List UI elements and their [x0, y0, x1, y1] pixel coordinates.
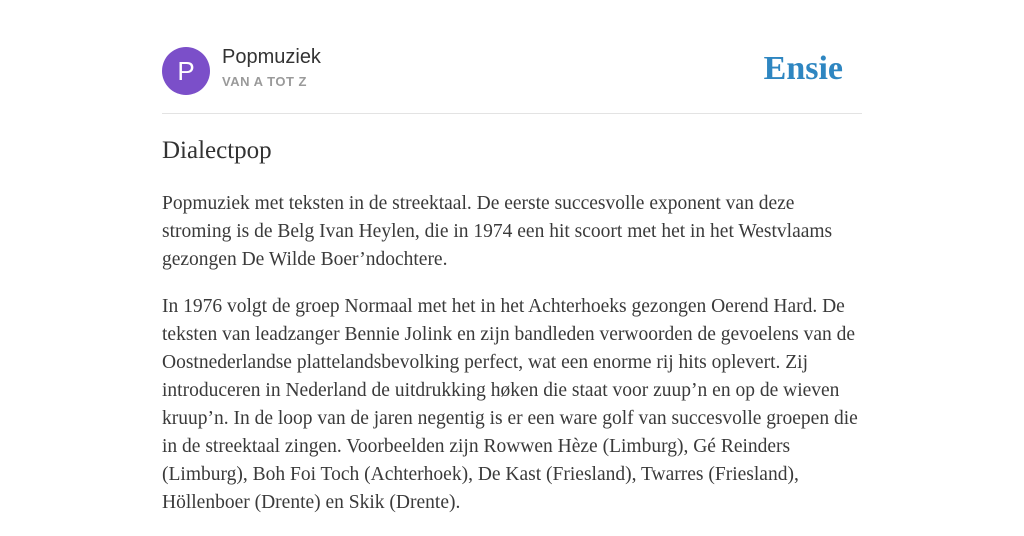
header: [162, 46, 862, 96]
article-body: [162, 190, 866, 536]
book-subtitle: VAN A TOT Z: [222, 74, 307, 89]
brand-logo[interactable]: Ensie: [763, 50, 843, 87]
divider: [162, 113, 862, 114]
paragraph: In 1976 volgt de groep Normaal met het in het Achterhoeks gezongen Oerend Hard. De teksten van leadzanger Bennie Jolink en zijn bandleden verwoorden de gevoelens van de Oostnederlandse plattelandsbevolking perfect, wat een enorme rij hits oplevert. Zij introduceren in Nederland de uitdrukking høken die staat voor zuup’n en op de wieven kruup’n. In de loop van de jaren negentig is er een ware golf van succesvolle groepen die in de streektaal zingen. Voorbeelden zijn Rowwen Hèze (Limburg), Gé Reinders (Limburg), Boh Foi Toch (Achterhoek), De Kast (Friesland), Twarres (Friesland), Höllenboer (Drente) en Skik (Drente).: [162, 296, 858, 513]
page-title: Dialectpop: [162, 137, 272, 164]
avatar[interactable]: P: [162, 47, 210, 95]
book-title[interactable]: Popmuziek: [222, 46, 321, 68]
paragraph: Popmuziek met teksten in de streektaal. De eerste succesvolle exponent van deze stroming is de Belg Ivan Heylen, die in 1974 een hit scoort met het in het Westvlaams gezongen De Wilde Boer’ndochtere.: [162, 193, 833, 270]
